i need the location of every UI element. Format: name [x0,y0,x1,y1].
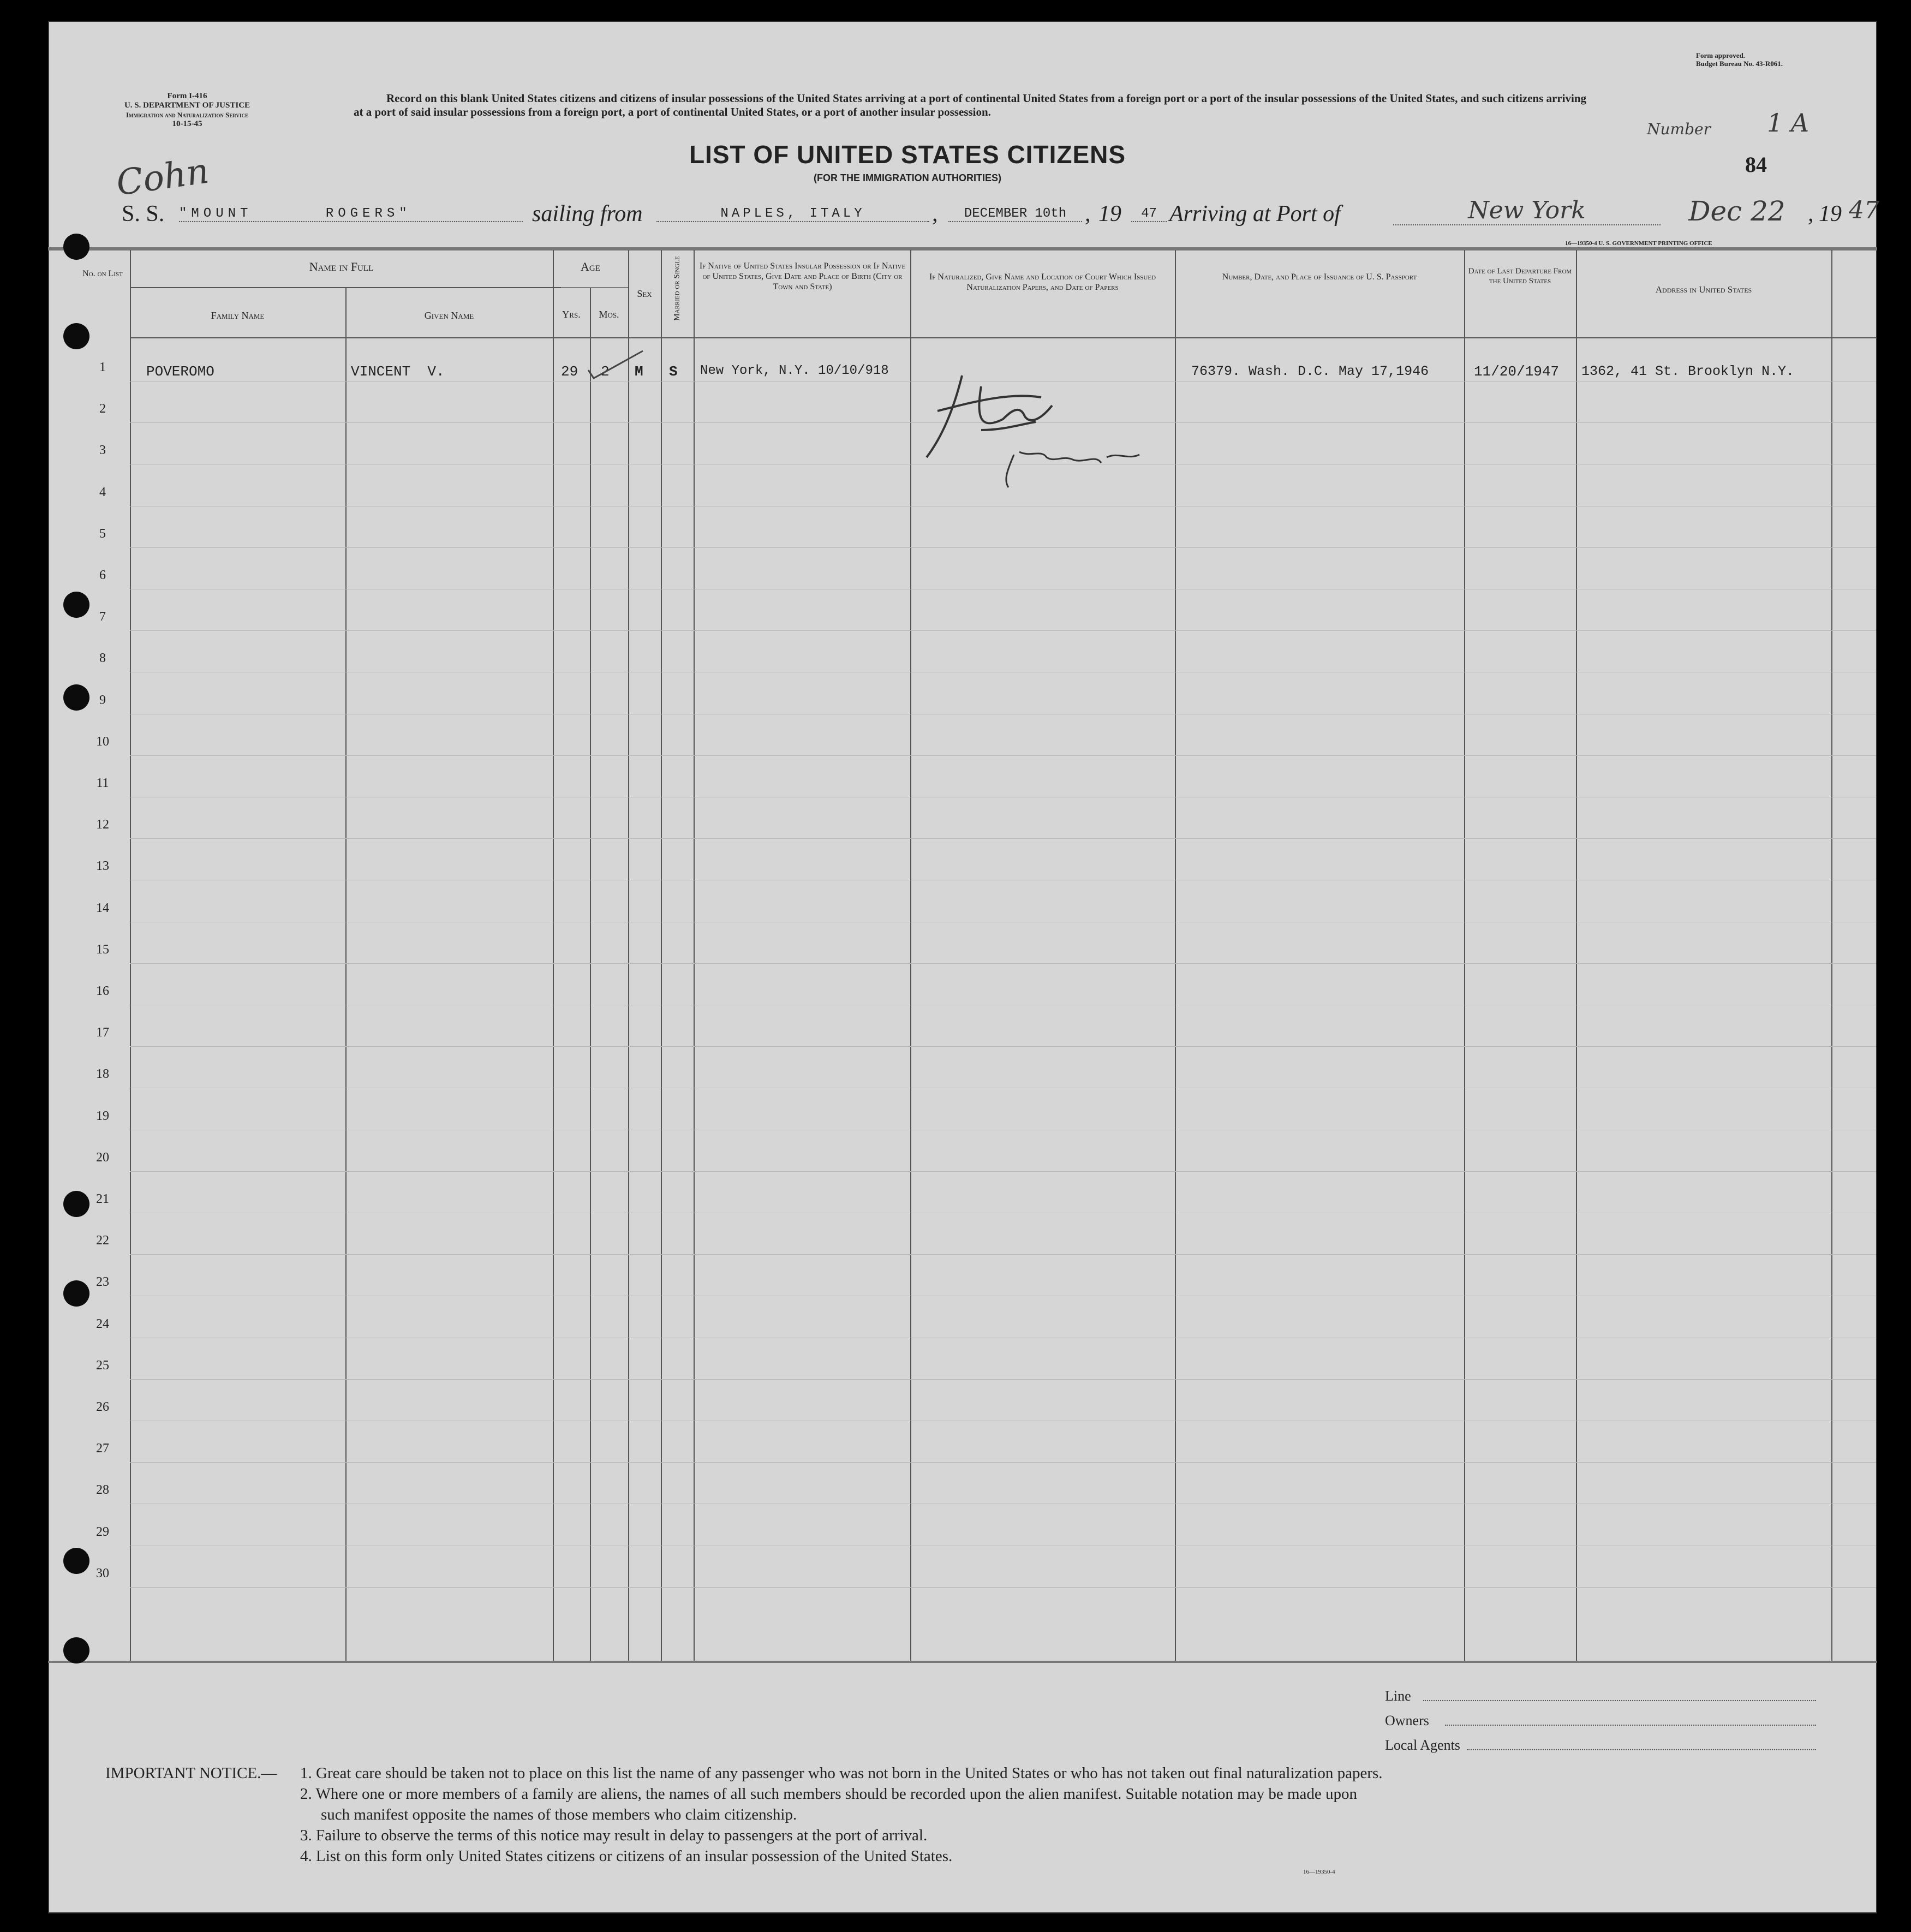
year-prefix: 19 [1098,201,1121,226]
row-number: 21 [96,1192,109,1206]
col-divider [1831,250,1832,1661]
ss-label: S. S. [122,201,165,226]
cell-given-name: VINCENT V. [351,363,445,380]
header-family-name: Family Name [211,310,265,321]
sailing-date: DECEMBER 10th [948,206,1082,222]
voyage-line [122,195,1879,234]
cell-address: 1362, 41 St. Brooklyn N.Y. [1581,363,1795,379]
footer-owners-label: Owners [1385,1713,1429,1728]
notice-item-2: 2. Where one or more members of a family are aliens, the names of all such members should be recorded upon the alien manifest. Suitable notation may be made upon [300,1785,1358,1803]
number-value: 1 A [1767,108,1810,138]
check-mark [583,348,648,386]
header-mos: Mos. [599,309,619,320]
row-rule [130,963,1876,964]
col-divider [590,288,591,1661]
table-bottom-rule [48,1661,1877,1663]
notice-heading: IMPORTANT NOTICE.— [105,1764,277,1782]
cell-passport: 76379. Wash. D.C. May 17,1946 [1191,363,1429,379]
form-subtitle: (FOR THE IMMIGRATION AUTHORITIES) [814,172,1001,183]
footer-line-field [1385,1688,1822,1704]
sailing-label: sailing from [532,201,643,226]
approval-note [1696,51,1832,68]
punch-hole [63,323,89,349]
footer-line-blank [1423,1700,1816,1701]
cell-sex: M [635,363,643,380]
header-naturalized: If Naturalized, Give Name and Location of Court Which Issued Naturalization Papers, and Date of Papers [929,272,1156,292]
comma-2: , [1085,201,1091,226]
comma-1: , [932,201,938,226]
arrival-date: Dec 22 [1688,195,1785,227]
row-number: 27 [96,1441,109,1456]
row-number: 22 [96,1233,109,1248]
col-divider [628,250,629,1661]
form-title: LIST OF UNITED STATES CITIZENS [689,140,1126,169]
table-top-rule [48,247,1877,251]
service-name: Immigration and Naturalization Service [126,111,249,119]
row-number: 13 [96,859,109,874]
age-header-rule [561,287,629,288]
punch-hole [63,1191,89,1217]
row-number: 19 [96,1108,109,1123]
department-name: U. S. DEPARTMENT OF JUSTICE [124,101,250,110]
footer-agents-label: Local Agents [1385,1737,1460,1753]
header-passport: Number, Date, and Place of Issuance of U. S. Passport [1222,272,1417,282]
notice-item-3: 3. Failure to observe the terms of this notice may result in delay to passengers at the port of arrival. [300,1827,928,1844]
comma-3: , [1808,201,1814,226]
printer-mark: 16—19350-4 U. S. GOVERNMENT PRINTING OFFICE [1565,240,1712,247]
row-number: 24 [96,1316,109,1331]
row-rule [130,547,1876,548]
header-age: Age [581,260,600,273]
notice-item-2-cont: such manifest opposite the names of those members who claim citizenship. [321,1806,797,1823]
arrival-year-prefix: 19 [1819,201,1842,226]
row-number: 14 [96,901,109,915]
punch-hole [63,592,89,618]
row-number: 1 [99,360,106,374]
arrival-year-suffix: 47 [1849,196,1879,224]
corner-handwriting: Cohn [114,151,212,204]
col-divider [661,250,662,1661]
year-suffix: 47 [1131,206,1167,222]
punch-hole [63,1280,89,1307]
cell-married: S [669,363,678,380]
footer-agents-blank [1467,1749,1816,1750]
number-label: Number [1647,120,1711,138]
header-married: Married or Single [672,256,682,321]
row-number: 23 [96,1275,109,1290]
form-number: Form I-416 [167,92,207,100]
col-divider [553,250,554,1661]
row-number: 7 [99,610,106,624]
header-name-in-full: Name in Full [309,260,374,273]
form-date: 10-15-45 [172,120,202,128]
cell-birth: New York, N.Y. 10/10/918 [700,363,889,378]
header-sex: Sex [637,288,652,299]
row-rule [130,630,1876,631]
row-number: 30 [96,1566,109,1581]
instructions-text: Record on this blank United States citizens and citizens of insular possessions of the United States arriving at a port of continental United States from a foreign port or a port of the insular possessions of the United States, and such citizens arriving at a port of said insular possessions from a foreign port, a port of continental United States, or a port of another insular possession. [354,92,1587,118]
sailing-port: NAPLES, ITALY [656,206,929,222]
row-number: 25 [96,1358,109,1373]
col-divider [1464,250,1465,1661]
footer-agents-field [1385,1737,1822,1754]
row-rule [130,1171,1876,1172]
punch-hole [63,1637,89,1663]
approval-line-2: Budget Bureau No. 43-R061. [1696,59,1783,68]
cell-age-yrs: 29 [561,363,578,380]
cell-age-mos: 2 [601,363,610,380]
header-native: If Native of United States Insular Possession or If Native of United States, Give Date and Place of Birth (City or Town and State) [699,261,906,291]
row-number: 8 [99,651,106,666]
form-id-block [70,92,304,129]
row-rule [130,838,1876,839]
cell-departure: 11/20/1947 [1474,363,1560,380]
row-number: 10 [96,734,109,749]
arriving-label: Arriving at Port of [1169,201,1341,226]
row-number: 11 [96,776,109,790]
footer-owners-blank [1445,1725,1816,1726]
header-address: Address in United States [1655,284,1752,295]
col-divider [1576,250,1577,1661]
bottom-print-mark: 16—19350-4 [1303,1869,1335,1875]
notice-item-4: 4. List on this form only United States citizens or citizens of an insular possession of the United States. [300,1847,953,1865]
punch-hole [63,234,89,260]
approval-line-1: Form approved. [1696,51,1746,59]
row-number: 17 [96,1025,109,1040]
footer-line-label: Line [1385,1688,1411,1704]
row-number: 16 [96,984,109,998]
notice-item-1: 1. Great care should be taken not to place on this list the name of any passenger who was not born in the United States or who has not taken out final naturalization papers. [300,1764,1383,1782]
row-number: 29 [96,1524,109,1539]
header-departure: Date of Last Departure From the United States [1468,267,1572,285]
ship-name: "MOUNT ROGERS" [179,206,523,222]
row-number: 6 [99,568,106,582]
table-header-bottom-rule [130,337,1876,338]
col-divider [345,288,347,1661]
page-number: 84 [1745,152,1767,177]
punch-hole [63,1548,89,1574]
handwritten-signature [845,359,1205,496]
punch-hole [63,684,89,711]
row-number: 12 [96,818,109,832]
row-number: 28 [96,1483,109,1498]
col-divider [694,250,695,1661]
manifest-sheet [48,21,1877,1913]
row-number: 2 [99,402,106,416]
header-given-name: Given Name [424,310,474,321]
row-rule [130,1587,1876,1588]
row-rule [130,1462,1876,1463]
header-yrs: Yrs. [562,309,581,320]
row-rule [130,1046,1876,1047]
row-number: 9 [99,693,106,707]
row-number: 4 [99,485,106,499]
arrival-port: New York [1393,196,1661,225]
footer-owners-field [1385,1713,1822,1729]
row-number: 15 [96,942,109,957]
row-number: 18 [96,1067,109,1082]
row-number: 26 [96,1400,109,1414]
row-rule [130,1379,1876,1380]
row-number: 20 [96,1150,109,1165]
row-rule [130,1254,1876,1255]
cell-family-name: POVEROMO [146,363,214,380]
header-no-on-list: No. on List [82,269,123,278]
row-number: 5 [99,526,106,541]
row-rule [130,755,1876,756]
row-number: 3 [99,443,106,458]
